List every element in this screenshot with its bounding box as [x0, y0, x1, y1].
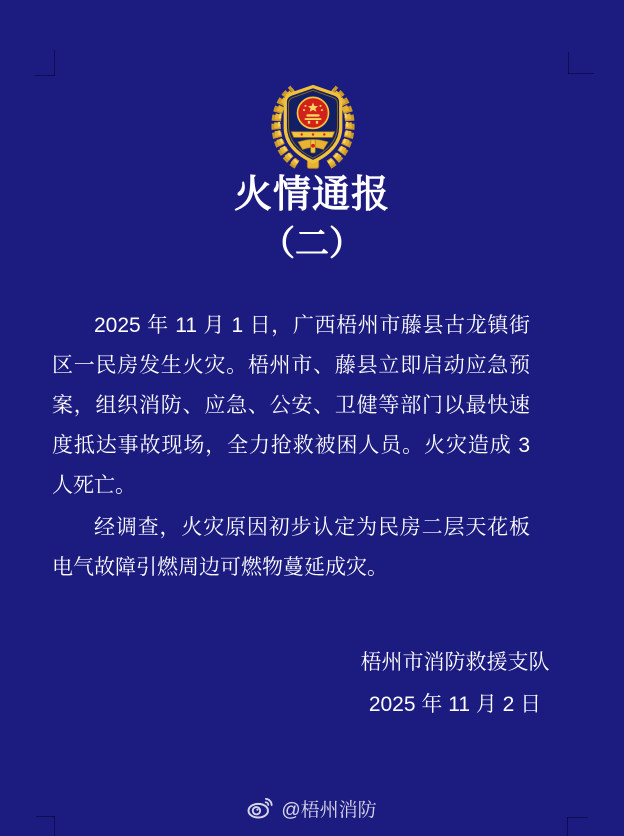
- body-paragraph-2: 经调查，火灾原因初步认定为民房二层天花板电气故障引燃周边可燃物蔓延成灾。: [52, 516, 530, 579]
- signature-block: [352, 642, 558, 726]
- watermark-handle: @梧州消防: [281, 799, 377, 821]
- page-subtitle: （二）: [261, 225, 363, 263]
- corner-mark-line: [35, 75, 55, 76]
- watermark: [0, 794, 624, 822]
- body-paragraph-1: 2025 年 11 月 1 日，广西梧州市藤县古龙镇街区一民房发生火灾。梧州市、藤县立即启动应急预案，组织消防、应急、公安、卫健等部门以最快速度抵达事故现场，全力抢救被困人员。火灾造成 3 人死亡。: [52, 314, 530, 497]
- notice-body: [52, 306, 530, 588]
- corner-mark-line: [568, 52, 569, 74]
- page-title: 火情通报: [233, 174, 390, 216]
- signature-date: 2025 年 11 月 2 日: [368, 693, 542, 716]
- corner-mark-line: [54, 50, 55, 76]
- corner-mark-line: [568, 73, 594, 74]
- fire-rescue-emblem-icon: [266, 79, 360, 175]
- weibo-icon: [247, 797, 274, 819]
- signature-org: 梧州市消防救援支队: [360, 651, 550, 674]
